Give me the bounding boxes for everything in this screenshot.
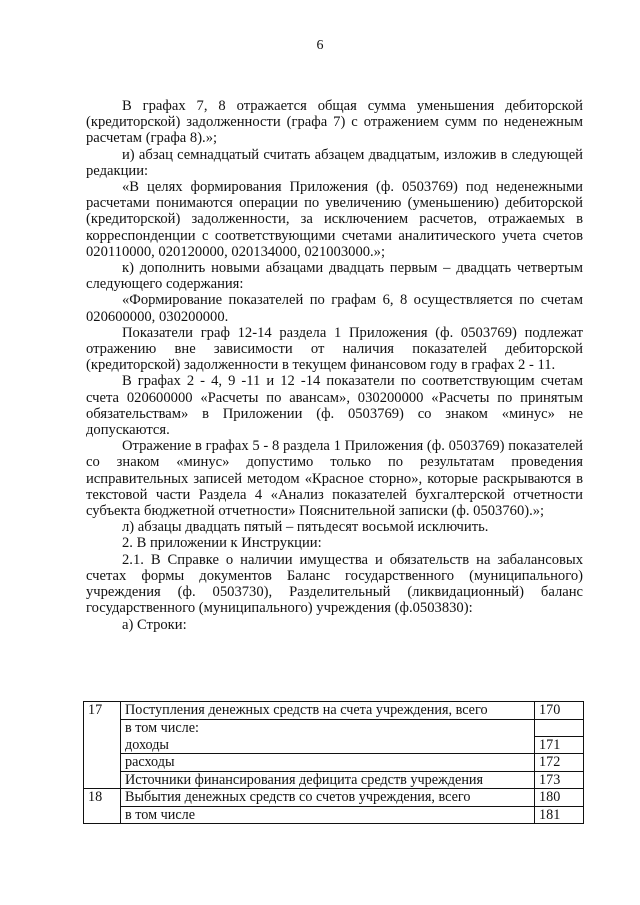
page-number: 6 [316, 38, 324, 53]
row-code: 170 [535, 702, 584, 720]
paragraph: а) Строки: [122, 616, 187, 633]
row-code [535, 719, 584, 736]
row-text: Выбытия денежных средств со счетов учреждения, всего [121, 789, 535, 807]
paragraph: «В целях формирования Приложения (ф. 0503769) под неденежными расчетами понимаются операции по увеличению (уменьшению) дебиторской (кредиторской) задолженности, за исключением расчетов, отражаемых в корреспонденции с соответствующими счетами аналитического учета счетов 020110000, 020120000, 020134000, 021003000.»; [86, 179, 583, 260]
row-number: 18 [84, 789, 121, 824]
row-text: в том числе [121, 806, 535, 824]
row-code: 171 [535, 736, 584, 754]
table-row [84, 736, 584, 754]
paragraph: Показатели граф 12-14 раздела 1 Приложения (ф. 0503769) подлежат отражению вне зависимости от наличия показателей дебиторской (кредиторской) задолженности в текущем финансовом году в графах 2 - 11. [86, 324, 583, 374]
row-code: 173 [535, 771, 584, 789]
table-row [84, 789, 584, 807]
paragraph: 2. В приложении к Инструкции: [122, 535, 322, 552]
table-row [84, 754, 584, 772]
paragraph: и) абзац семнадцатый считать абзацем двадцатым, изложив в следующей редакции: [86, 146, 583, 179]
row-text: Источники финансирования дефицита средств учреждения [121, 771, 535, 789]
paragraph: к) дополнить новыми абзацами двадцать первым – двадцать четвертым следующего содержания: [86, 260, 583, 293]
paragraph: 2.1. В Справке о наличии имущества и обязательств на забалансовых счетах формы документов Баланс государственного (муниципального) учреждения (ф. 0503730), Разделительный (ликвидационный) баланс государственного (муниципального) учреждения (ф.0503830): [86, 551, 583, 617]
table-row [84, 702, 584, 720]
row-text: доходы [121, 736, 535, 754]
paragraph: Отражение в графах 5 - 8 раздела 1 Приложения (ф. 0503769) показателей со знаком «минус» допустимо только по результатам проведения исправительных записей методом «Красное сторно», которые раскрываются в текстовой части Раздела 4 «Анализ показателей бухгалтерской отчетности субъекта бюджетной отчетности» Пояснительной записки (ф. 0503760).»; [86, 438, 583, 520]
row-code: 172 [535, 754, 584, 772]
paragraph: л) абзацы двадцать пятый – пятьдесят восьмой исключить. [122, 519, 489, 536]
row-text: в том числе: [121, 719, 535, 736]
paragraph: «Формирование показателей по графам 6, 8 осуществляется по счетам 020600000, 030200000. [86, 292, 583, 325]
row-text: расходы [121, 754, 535, 772]
paragraph: В графах 2 - 4, 9 -11 и 12 -14 показатели по соответствующим счетам счета 020600000 «Расчеты по авансам», 030200000 «Расчеты по принятым обязательствам» в Приложении (ф. 0503769) со знаком «минус» не допускаются. [86, 373, 583, 439]
table-row [84, 806, 584, 824]
rows-table [83, 701, 584, 824]
table-row [84, 719, 584, 736]
table-row [84, 771, 584, 789]
row-code: 180 [535, 789, 584, 807]
row-number: 17 [84, 702, 121, 789]
row-code: 181 [535, 806, 584, 824]
row-text: Поступления денежных средств на счета учреждения, всего [121, 702, 535, 720]
paragraph: В графах 7, 8 отражается общая сумма уменьшения дебиторской (кредиторской) задолженности (графа 7) с отражением сумм по неденежным расчетам (графа 8).»; [86, 98, 583, 147]
document-body [86, 98, 583, 633]
